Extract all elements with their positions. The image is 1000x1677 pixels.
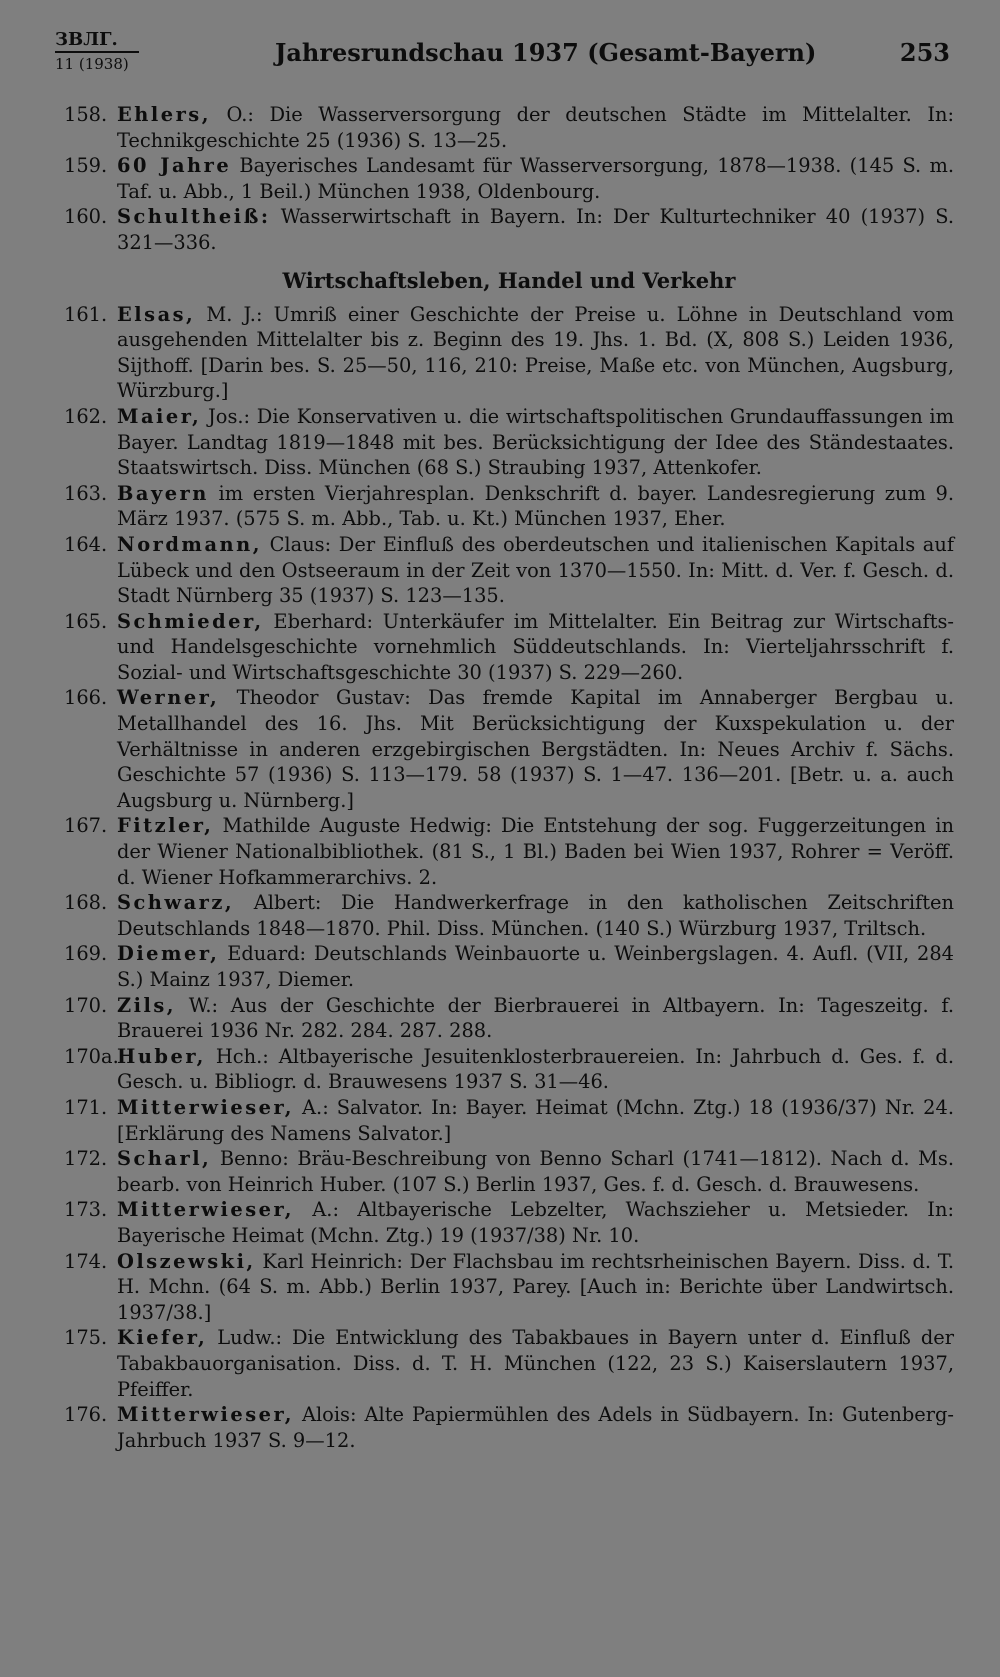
section-heading: Wirtschaftsleben, Handel und Verkehr xyxy=(282,267,736,293)
entry-author: Schultheiß: xyxy=(117,205,271,229)
entry-author: Ehlers, xyxy=(117,103,211,126)
page-header xyxy=(55,28,955,78)
entry-text: Ludw.: Die Entwicklung des Tabakbaues in Bayern unter d. Einfluß der Tabakbauorganisation. Diss. d. T. H. München (122, 23 S.) Kaiserslautern 1937, Pfeiffer. xyxy=(117,1326,954,1401)
entry-number: 171. xyxy=(64,1095,108,1119)
entry-number: 173. xyxy=(64,1198,108,1222)
entry-text: M. J.: Umriß einer Geschichte der Preise u. Löhne in Deutschland vom ausgehenden Mittelalter bis z. Beginn des 19. Jhs. 1. Bd. (X, 808 S.) Leiden 1936, Sijthoff. [Darin bes. S. 25—50, 116, 210: Preise, Maße etc. von München, Augsburg, Würzburg.] xyxy=(117,302,954,403)
entry-number: 161. xyxy=(64,302,108,326)
bibliography-entry xyxy=(64,890,954,941)
entry-number: 174. xyxy=(64,1249,108,1273)
entry-author: Nordmann, xyxy=(117,532,262,556)
bibliography-entry xyxy=(64,532,954,609)
bibliography-entry xyxy=(64,404,954,481)
bibliography-entry xyxy=(64,1146,954,1197)
entry-author: Kiefer, xyxy=(117,1326,208,1350)
entry-number: 158. xyxy=(64,103,108,126)
entry-author: Fitzler, xyxy=(117,814,214,838)
entry-text: Eduard: Deutschlands Weinbauorte u. Weinbergslagen. 4. Aufl. (VII, 284 S.) Mainz 1937, Diemer. xyxy=(117,942,954,991)
entry-author: Zils, xyxy=(117,993,177,1017)
entry-author: Bayern xyxy=(117,481,209,505)
bibliography-entry xyxy=(64,153,954,204)
entry-author: Huber, xyxy=(117,1044,206,1068)
bibliography-entry xyxy=(64,102,954,153)
entry-number: 163. xyxy=(64,481,108,505)
bibliography-entry xyxy=(64,813,954,890)
bibliography-entry xyxy=(64,1095,954,1146)
page-number: 253 xyxy=(899,38,950,67)
journal-volume: 11 (1938) xyxy=(55,55,129,73)
entry-author: Schwarz, xyxy=(117,891,235,915)
entry-number: 159. xyxy=(64,154,108,178)
entry-text: Albert: Die Handwerkerfrage in den katholischen Zeitschriften Deutschlands 1848—1870. Phil. Diss. München. (140 S.) Würzburg 1937, Triltsch. xyxy=(117,891,954,940)
entry-author: Werner, xyxy=(117,686,220,710)
entry-text: Jos.: Die Konservativen u. die wirtschaftspolitischen Grundauffassungen im Bayer. Landtag 1819—1848 mit bes. Berücksichtigung der Idee des Ständestaates. Staatswirtsch. Diss. München (68 S.) Straubing 1937, Attenkofer. xyxy=(117,404,954,480)
entry-text: im ersten Vierjahresplan. Denkschrift d. bayer. Landesregierung zum 9. März 1937. (575 S. m. Abb., Tab. u. Kt.) München 1937, Eher. xyxy=(117,481,954,531)
bibliography-entry xyxy=(64,1249,954,1326)
entry-text: Karl Heinrich: Der Flachsbau im rechtsrheinischen Bayern. Diss. d. T. H. Mchn. (64 S. m. Abb.) Berlin 1937, Parey. [Auch in: Berichte über Landwirtsch. 1937/38.] xyxy=(117,1249,954,1324)
entry-text: O.: Die Wasserversorgung der deutschen Städte im Mittelalter. In: Technikgeschichte 25 (1936) S. 13—25. xyxy=(117,103,954,152)
entry-author: 60 Jahre xyxy=(117,154,232,178)
bibliography-entry xyxy=(64,481,954,532)
entry-number: 164. xyxy=(64,532,108,556)
entry-author: Olszewski, xyxy=(117,1249,256,1273)
entry-text: Claus: Der Einfluß des oberdeutschen und italienischen Kapitals auf Lübeck und den Ostseeraum in der Zeit von 1370—1550. In: Mitt. d. Ver. f. Gesch. d. Stadt Nürnberg 35 (1937) S. 123—135. xyxy=(117,532,954,608)
entry-number: 170a. xyxy=(64,1044,119,1068)
entry-number: 176. xyxy=(64,1403,108,1427)
page-title: Jahresrundschau 1937 (Gesamt-Bayern) xyxy=(275,38,817,67)
bibliography-list xyxy=(64,102,954,1453)
bibliography-entry xyxy=(64,302,954,404)
entry-author: Maier, xyxy=(117,404,202,428)
entry-author: Mitterwieser, xyxy=(117,1095,295,1119)
entry-number: 160. xyxy=(64,205,108,229)
bibliography-entry xyxy=(64,941,954,992)
bibliography-entry xyxy=(64,204,954,255)
entry-author: Mitterwieser, xyxy=(117,1198,295,1222)
entry-text: Eberhard: Unterkäufer im Mittelalter. Ein Beitrag zur Wirtschafts- und Handelsgeschichte vornehmlich Süddeutschlands. In: Vierteljahrsschrift f. Sozial- und Wirtschaftsgeschichte 30 (1937) S. 229—260. xyxy=(117,609,954,684)
entry-number: 175. xyxy=(64,1326,108,1350)
entry-text: Hch.: Altbayerische Jesuitenklosterbrauereien. In: Jahrbuch d. Ges. f. d. Gesch. u. Bibliogr. d. Brauwesens 1937 S. 31—46. xyxy=(117,1044,954,1094)
entry-text: A.: Salvator. In: Bayer. Heimat (Mchn. Ztg.) 18 (1936/37) Nr. 24. [Erklärung des Namens Salvator.] xyxy=(117,1095,954,1145)
entry-author: Scharl, xyxy=(117,1147,212,1171)
entry-number: 169. xyxy=(64,942,108,966)
entry-text: Benno: Bräu-Beschreibung von Benno Scharl (1741—1812). Nach d. Ms. bearb. von Heinrich Huber. (107 S.) Berlin 1937, Ges. f. d. Gesch. d. Brauwesens. xyxy=(117,1147,954,1196)
bibliography-entry xyxy=(64,1402,954,1453)
entry-number: 168. xyxy=(64,891,108,915)
entry-number: 165. xyxy=(64,609,108,633)
entry-number: 172. xyxy=(64,1147,108,1171)
journal-abbreviation: ЗВЛГ. xyxy=(55,30,139,53)
entry-number: 166. xyxy=(64,686,108,710)
entry-number: 170. xyxy=(64,993,108,1017)
entry-number: 162. xyxy=(64,404,108,428)
entry-text: Alois: Alte Papiermühlen des Adels in Südbayern. In: Gutenberg-Jahrbuch 1937 S. 9—12. xyxy=(117,1403,954,1452)
entry-author: Diemer, xyxy=(117,942,220,966)
entry-text: Bayerisches Landesamt für Wasserversorgung, 1878—1938. (145 S. m. Taf. u. Abb., 1 Beil.) München 1938, Oldenbourg. xyxy=(117,154,955,203)
bibliography-entry xyxy=(64,993,954,1044)
entry-author: Mitterwieser, xyxy=(117,1403,295,1427)
entry-text: Mathilde Auguste Hedwig: Die Entstehung der sog. Fuggerzeitungen in der Wiener Nationalbibliothek. (81 S., 1 Bl.) Baden bei Wien 1937, Rohrer = Veröff. d. Wiener Hofkammerarchivs. 2. xyxy=(117,814,954,889)
bibliography-entry xyxy=(64,1197,954,1248)
entry-text: Wasserwirtschaft in Bayern. In: Der Kulturtechniker 40 (1937) S. 321—336. xyxy=(117,205,954,254)
entry-author: Schmieder, xyxy=(117,609,264,633)
bibliography-entry xyxy=(64,685,954,813)
bibliography-entry xyxy=(64,1044,954,1095)
bibliography-entry xyxy=(64,1325,954,1402)
entry-text: W.: Aus der Geschichte der Bierbrauerei in Altbayern. In: Tageszeitg. f. Brauerei 1936 Nr. 282. 284. 287. 288. xyxy=(117,993,954,1043)
entry-text: Theodor Gustav: Das fremde Kapital im Annaberger Bergbau u. Metallhandel des 16. Jhs. Mit Berücksichtigung der Kuxspekulation u. der Verhältnisse in anderen erzgebirgischen Bergstädten. In: Neues Archiv f. Sächs. Geschichte 57 (1936) S. 113—179. 58 (1937) S. 1—47. 136—201. [Betr. u. a. auch Augsburg u. Nürnberg.] xyxy=(117,686,954,812)
bibliography-entry xyxy=(64,609,954,686)
entry-text: A.: Altbayerische Lebzelter, Wachszieher u. Metsieder. In: Bayerische Heimat (Mchn. Ztg.) 19 (1937/38) Nr. 10. xyxy=(117,1198,954,1247)
entry-author: Elsas, xyxy=(117,302,196,326)
entry-number: 167. xyxy=(64,814,108,838)
journal-abbreviation-block xyxy=(55,30,139,74)
